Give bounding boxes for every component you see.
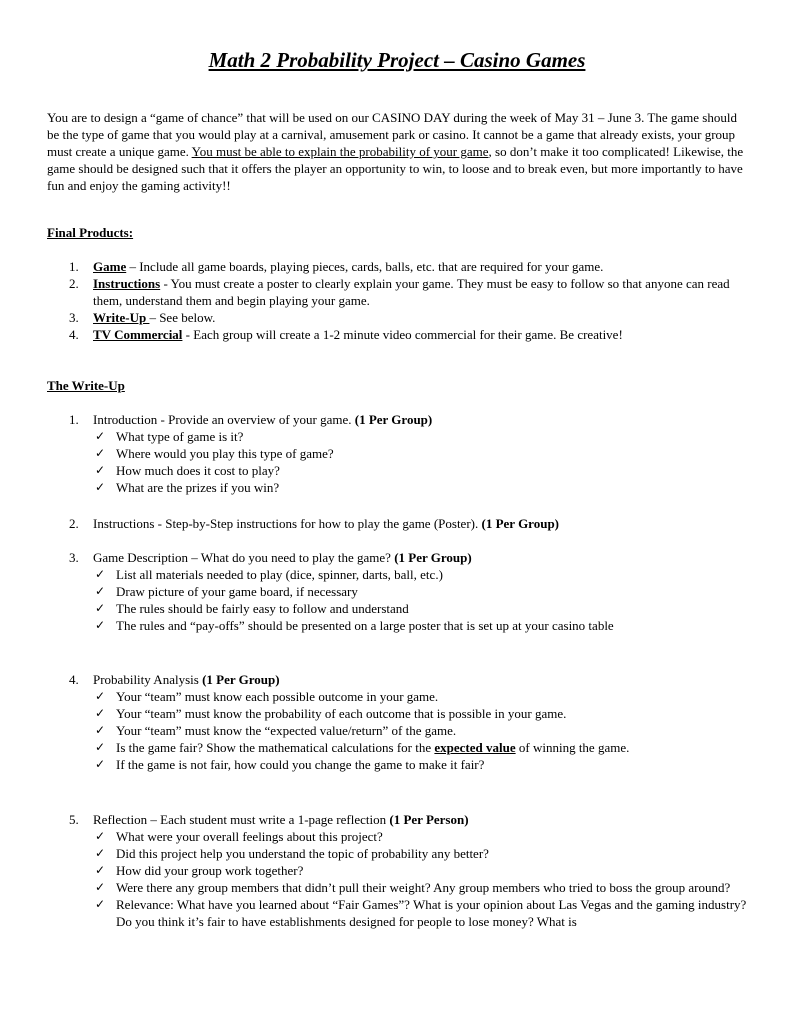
check-text: Where would you play this type of game? [116,446,334,461]
section-description: Instructions - Step-by-Step instructions for how to play the game (Poster). [93,516,482,531]
check-icon: ✓ [95,480,106,494]
item-number: 1. [69,259,79,274]
section-description: Introduction - Provide an overview of your game. [93,412,355,427]
check-text: Your “team” must know the “expected value/return” of the game. [116,723,457,738]
section-scope: (1 Per Group) [354,412,433,427]
intro-text: You are to design a “game of chance” that will be used on our CASINO DAY during the week of May 31 – June 3. The game should be the type of game that you would play at a carnival, amusement park or casino. It cannot be a game that already exists, your group must create a unique game. [47,110,737,159]
check-text: What type of game is it? [116,429,244,444]
check-text: If the game is not fair, how could you change the game to make it fair? [116,757,485,772]
item-text: - Each group will create a 1-2 minute video commercial for their game. Be creative! [182,327,623,342]
writeup-section-2 [47,515,747,532]
check-icon: ✓ [95,863,106,877]
intro-underlined-text: You must be able to explain the probability of your game [191,144,489,159]
expected-value-term: expected value [434,740,516,755]
check-icon: ✓ [95,846,106,860]
check-icon: ✓ [95,880,106,894]
section-text [93,549,747,566]
check-item [93,688,747,705]
check-icon: ✓ [95,429,106,443]
section-number: 4. [69,672,79,687]
checklist [93,828,747,930]
check-item [93,845,747,862]
section-scope: (1 Per Group) [394,550,472,565]
check-icon: ✓ [95,463,106,477]
check-item [93,739,747,756]
check-icon: ✓ [95,829,106,843]
check-text: How much does it cost to play? [116,463,280,478]
check-item [93,722,747,739]
writeup-heading: The Write-Up [47,378,125,393]
check-text: Draw picture of your game board, if necessary [116,584,358,599]
check-item [93,445,747,462]
check-item [93,600,747,617]
section-scope: (1 Per Group) [481,516,560,531]
check-icon: ✓ [95,567,106,581]
page-title: Math 2 Probability Project – Casino Games [208,48,586,72]
section-number: 2. [69,516,79,531]
item-term: TV Commercial [93,327,183,342]
check-item [93,705,747,722]
writeup-section-4 [47,671,747,773]
section-number: 3. [69,550,79,565]
section-description: Reflection – Each student must write a 1-page reflection [93,812,390,827]
check-item [93,617,747,634]
check-text: Were there any group members that didn’t pull their weight? Any group members who tried to boss the group around? [116,880,731,895]
checklist [93,428,747,496]
check-item [93,479,747,496]
final-products-list [47,258,747,343]
check-icon: ✓ [95,897,106,911]
intro-text-end: , so don’t make it too complicated! Likewise, the game should be designed such that it offers the player an opportunity to win, to loose and to break even, but more importantly to have fun and enjoy the gaming activity!! [47,144,744,193]
check-icon: ✓ [95,757,106,771]
check-item [93,879,747,896]
section-text [93,515,747,532]
section-number: 1. [69,412,79,427]
intro-paragraph [47,109,747,194]
item-number: 4. [69,327,79,342]
check-item [93,828,747,845]
check-item [93,862,747,879]
item-number: 2. [69,276,79,291]
item-term: Game [93,259,127,274]
writeup-section-5 [47,811,747,930]
check-text: Your “team” must know each possible outcome in your game. [116,689,439,704]
final-products-heading: Final Products: [47,225,134,240]
list-item [47,275,747,309]
writeup-section-1 [47,411,747,496]
check-text: Did this project help you understand the topic of probability any better? [116,846,489,861]
item-text: - You must create a poster to clearly explain your game. They must be easy to follow so that anyone can read them, understand them and begin playing your game. [93,276,730,308]
check-item [93,583,747,600]
check-text: Relevance: What have you learned about “Fair Games”? What is your opinion about Las Vegas and the gaming industry? Do you think it’s fair to have establishments designed for people to lose money? What is [116,897,747,929]
check-item [93,756,747,773]
check-icon: ✓ [95,706,106,720]
item-text: – Include all game boards, playing pieces, cards, balls, etc. that are required for your game. [126,259,604,274]
check-icon: ✓ [95,618,106,632]
section-description: Game Description – What do you need to play the game? [93,550,395,565]
check-text: What are the prizes if you win? [116,480,280,495]
item-text: – See below. [149,310,216,325]
check-text: How did your group work together? [116,863,304,878]
item-term: Instructions [93,276,161,291]
item-term: Write-Up [93,310,150,325]
check-icon: ✓ [95,689,106,703]
check-text: The rules should be fairly easy to follow and understand [116,601,409,616]
check-item [93,462,747,479]
check-item [93,566,747,583]
section-description: Probability Analysis [93,672,203,687]
check-text: Your “team” must know the probability of each outcome that is possible in your game. [116,706,567,721]
item-number: 3. [69,310,79,325]
check-icon: ✓ [95,723,106,737]
section-scope: (1 Per Group) [202,672,280,687]
checklist [93,566,747,634]
section-text [93,411,747,428]
check-item [93,896,747,930]
section-text [93,671,747,688]
check-icon: ✓ [95,740,106,754]
check-icon: ✓ [95,584,106,598]
check-icon: ✓ [95,601,106,615]
list-item [47,258,747,275]
section-number: 5. [69,812,79,827]
section-scope: (1 Per Person) [389,812,469,827]
check-text: Is the game fair? Show the mathematical calculations for the [116,740,435,755]
check-item [93,428,747,445]
check-text-end: of winning the game. [515,740,630,755]
check-text: The rules and “pay-offs” should be presented on a large poster that is set up at your casino table [116,618,614,633]
list-item [47,309,747,326]
check-icon: ✓ [95,446,106,460]
check-text: List all materials needed to play (dice, spinner, darts, ball, etc.) [116,567,443,582]
checklist [93,688,747,773]
list-item [47,326,747,343]
section-text [93,811,747,828]
writeup-section-3 [47,549,747,634]
check-text: What were your overall feelings about this project? [116,829,383,844]
